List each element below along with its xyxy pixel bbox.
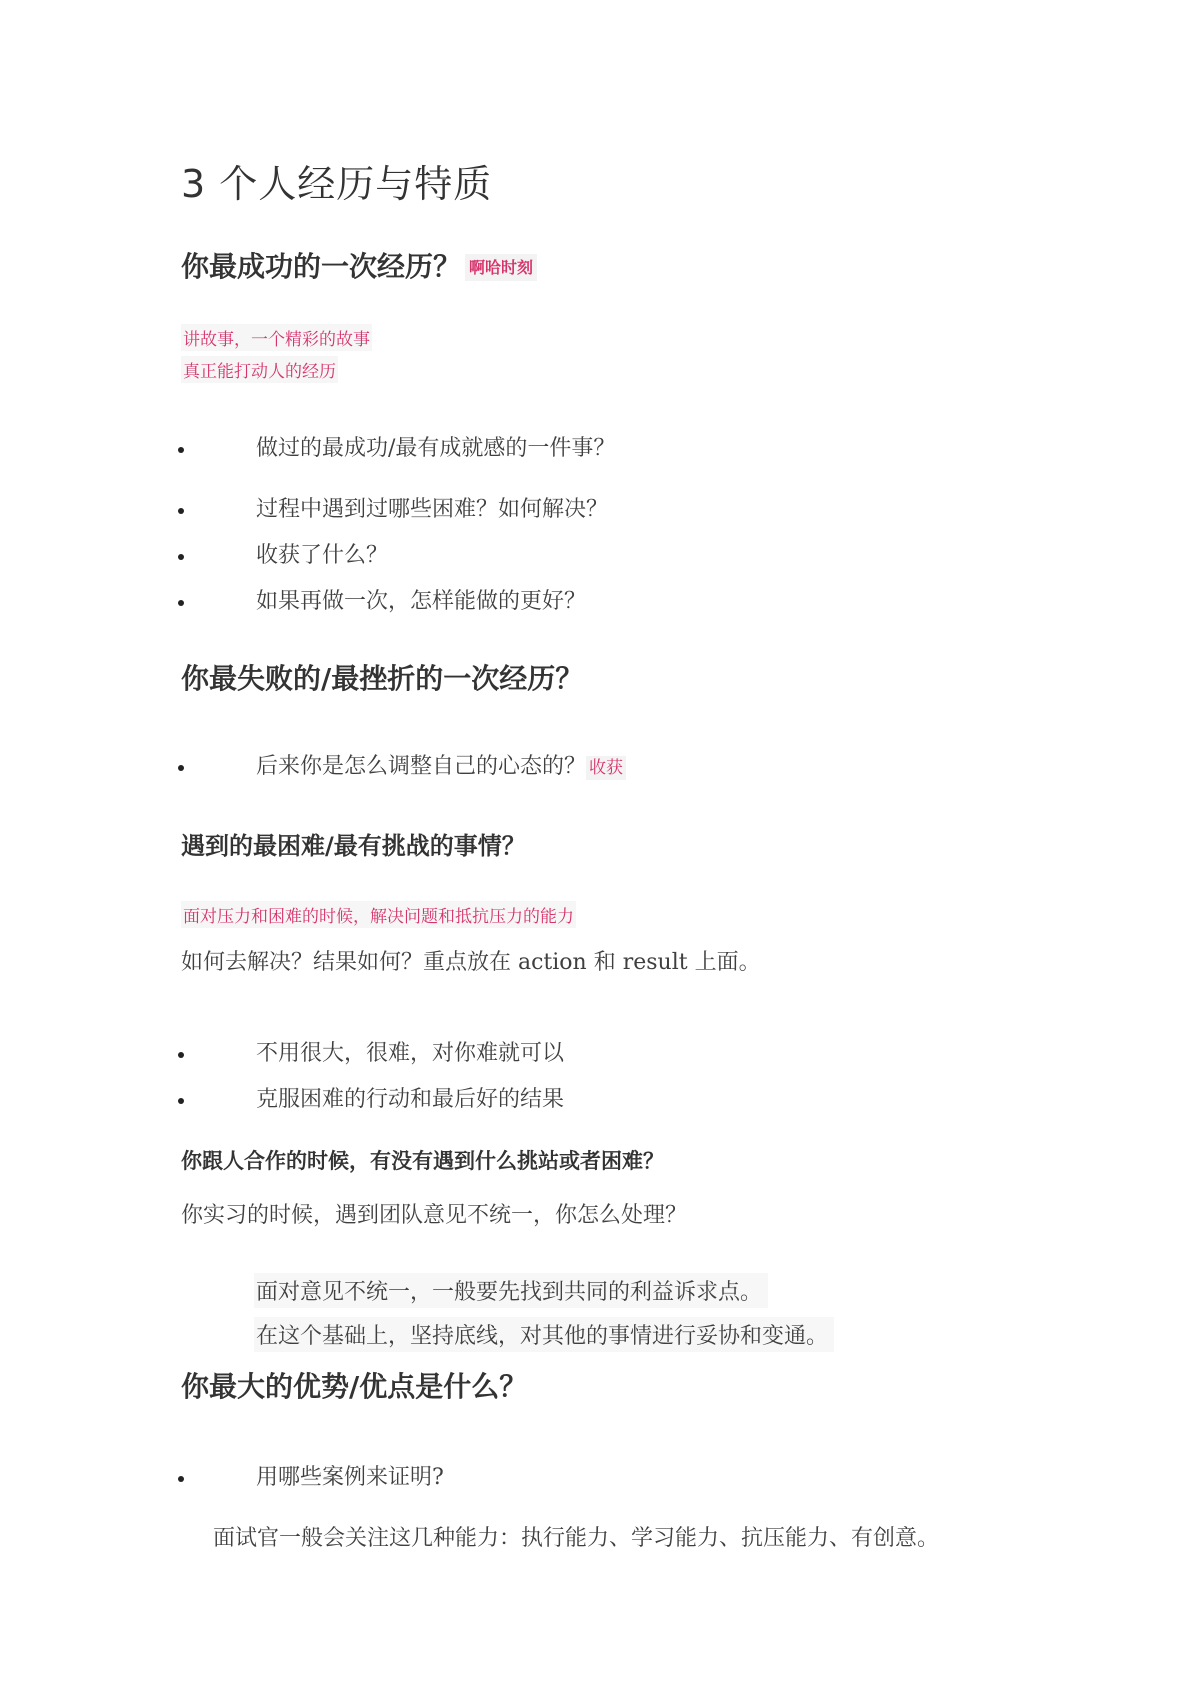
list-item-text: 后来你是怎么调整自己的心态的？: [256, 754, 587, 779]
question-1-tag: 啊哈时刻: [465, 254, 537, 281]
question-1-heading: 你最成功的一次经历？: [181, 250, 462, 283]
bullet-dot: [178, 447, 184, 453]
question-2-heading: 你最失败的/最挫折的一次经历？: [181, 662, 584, 695]
question-4-quote-1: 面对意见不统一，一般要先找到共同的利益诉求点。: [254, 1273, 768, 1308]
bullet-dot: [178, 600, 184, 606]
bullet-dot: [178, 765, 184, 771]
question-5-heading: 你最大的优势/优点是什么？: [181, 1370, 528, 1403]
bullet-dot: [178, 1098, 184, 1104]
list-item-note: 收获: [586, 756, 626, 780]
list-item: 不用很大，很难，对你难就可以: [256, 1041, 565, 1066]
bullet-dot: [178, 1052, 184, 1058]
list-item: 用哪些案例来证明?: [256, 1465, 444, 1490]
list-item: 做过的最成功/最有成就感的一件事？: [256, 436, 616, 461]
question-1: [181, 245, 537, 285]
bullet-dot: [178, 1476, 184, 1482]
list-item: 收获了什么？: [256, 543, 389, 568]
question-3-heading: 遇到的最困难/最有挑战的事情？: [181, 832, 526, 860]
list-item: 过程中遇到过哪些困难？如何解决？: [256, 497, 609, 522]
question-4-text: 你实习的时候，遇到团队意见不统一，你怎么处理？: [181, 1203, 688, 1228]
question-3-text: 如何去解决？结果如何？重点放在 action 和 result 上面。: [181, 950, 761, 975]
question-4-quote-2: 在这个基础上，坚持底线，对其他的事情进行妥协和变通。: [254, 1317, 834, 1352]
question-4-heading: 你跟人合作的时候，有没有遇到什么挑站或者困难？: [181, 1149, 664, 1173]
question-1-note-1: 讲故事，一个精彩的故事: [181, 324, 372, 351]
list-item: [256, 749, 626, 780]
bullet-dot: [178, 508, 184, 514]
bullet-dot: [178, 554, 184, 560]
question-3-note: 面对压力和困难的时候，解决问题和抵抗压力的能力: [181, 901, 576, 928]
page-title: 3 个人经历与特质: [181, 162, 493, 206]
question-1-note-2: 真正能打动人的经历: [181, 356, 338, 383]
list-item: 克服困难的行动和最后好的结果: [256, 1087, 565, 1112]
list-item: 如果再做一次，怎样能做的更好？: [256, 589, 587, 614]
question-5-text: 面试官一般会关注这几种能力：执行能力、学习能力、抗压能力、有创意。: [213, 1526, 940, 1551]
